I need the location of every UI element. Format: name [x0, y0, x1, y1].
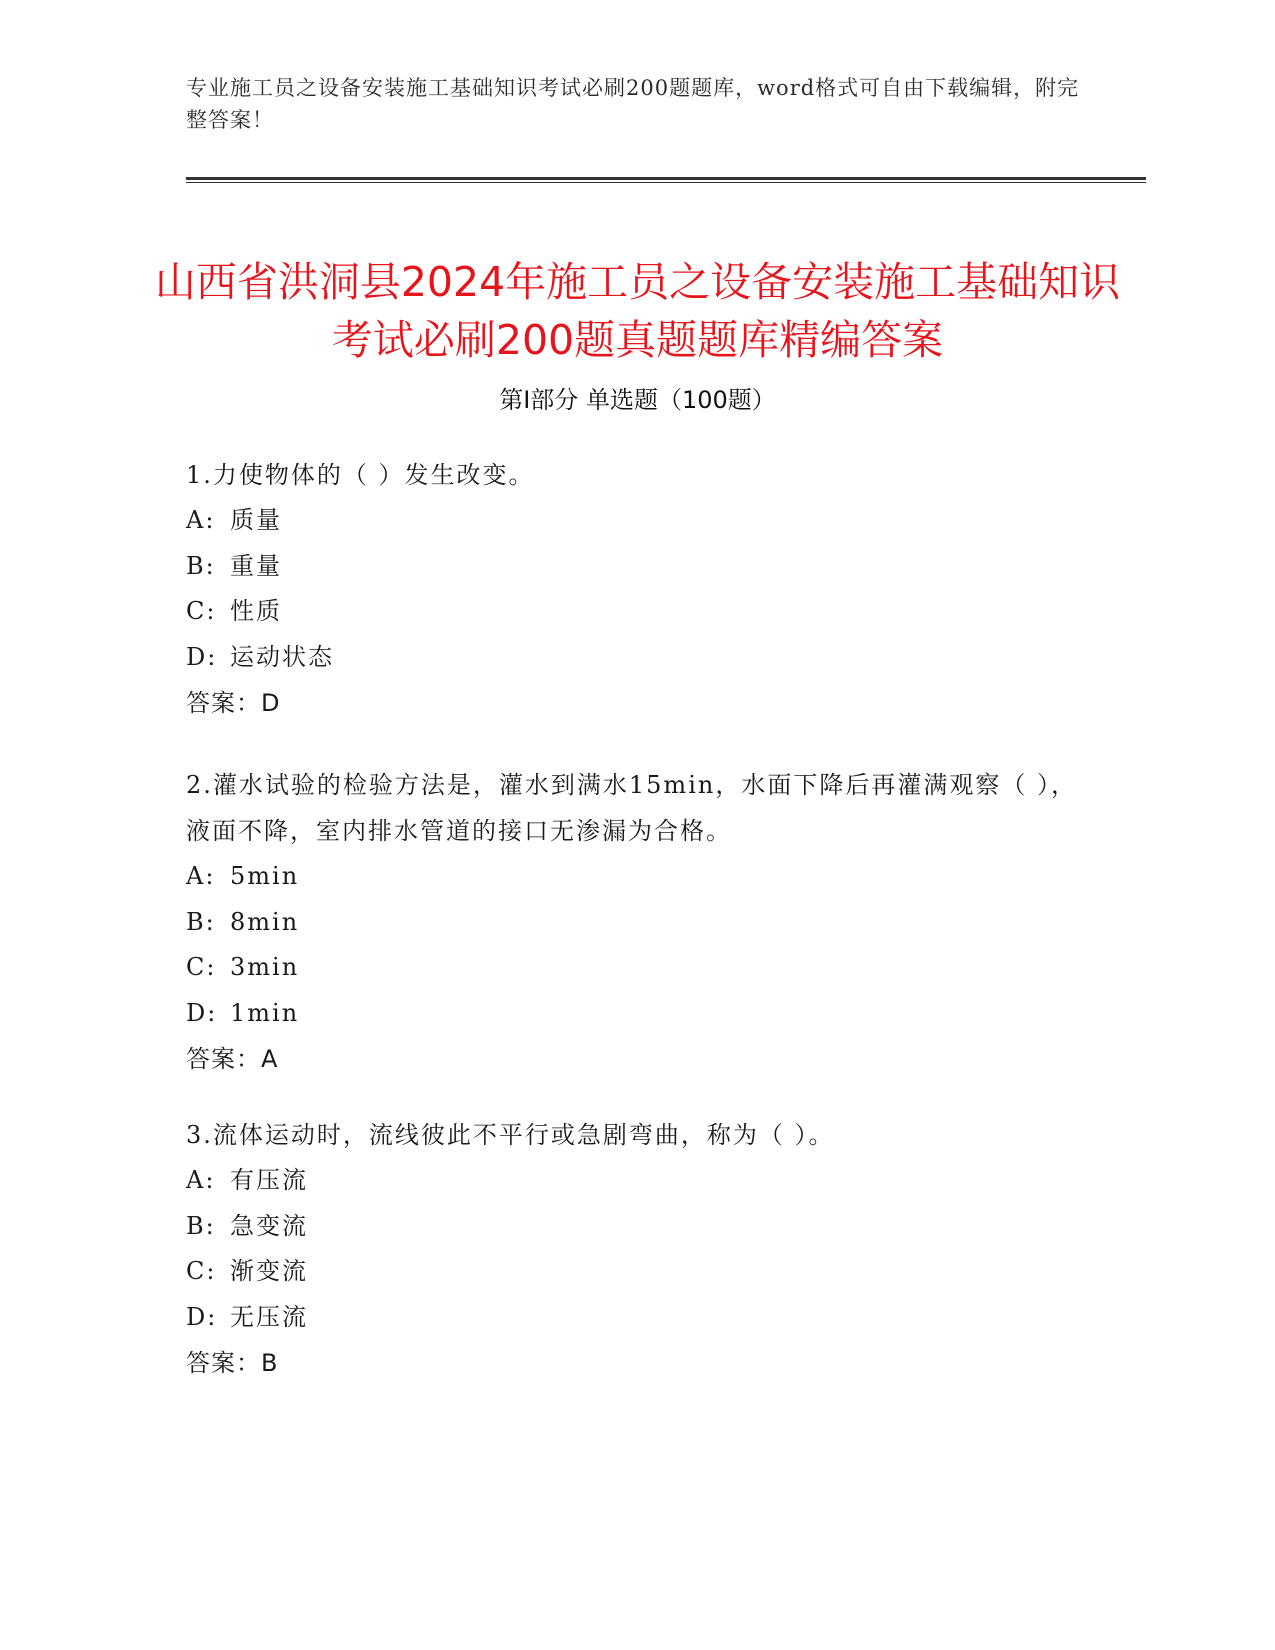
option-text: 5min: [230, 862, 300, 890]
option-text: 急变流: [230, 1211, 308, 1240]
option-a: [186, 498, 1086, 544]
option-text: 无压流: [230, 1302, 308, 1331]
question-stem: 2.灌水试验的检验方法是，灌水到满水15min，水面下降后再灌满观察（ ），液面不降，室内排水管道的接口无渗漏为合格。: [186, 771, 1077, 845]
option-text: 8min: [230, 907, 300, 936]
option-c: [186, 945, 1086, 991]
header-divider-thick: [186, 177, 1146, 180]
option-letter: D:: [186, 642, 218, 671]
option-b: [186, 900, 1086, 946]
answer-line: 答案：A: [186, 1045, 279, 1073]
section-heading: 第Ⅰ部分 单选题（100题）: [499, 386, 776, 414]
option-text: 渐变流: [230, 1257, 308, 1285]
option-b: [186, 544, 1086, 590]
option-a: [186, 1158, 1086, 1204]
option-text: 性质: [230, 597, 282, 625]
option-c: [186, 1249, 1086, 1295]
option-text: 重量: [230, 551, 282, 580]
option-letter: A:: [186, 1166, 216, 1194]
question-2: [186, 762, 1086, 1082]
option-letter: A:: [186, 506, 216, 534]
option-text: 有压流: [230, 1166, 308, 1194]
question-3: [186, 1112, 1086, 1386]
option-letter: B:: [186, 907, 216, 936]
question-stem: 1.力使物体的（ ）发生改变。: [186, 461, 535, 489]
option-letter: C:: [186, 953, 217, 981]
answer-line: 答案：D: [186, 689, 281, 717]
answer-line: 答案：B: [186, 1349, 279, 1377]
option-letter: B:: [186, 551, 216, 580]
option-a: [186, 854, 1086, 900]
option-text: 1min: [230, 998, 300, 1027]
document-title: 山西省洪洞县2024年施工员之设备安装施工基础知识考试必刷200题真题题库精编答案: [154, 258, 1121, 365]
header-note: 专业施工员之设备安装施工基础知识考试必刷200题题库，word格式可自由下载编辑，附完整答案！: [186, 76, 1080, 132]
option-d: [186, 1295, 1086, 1341]
option-letter: A:: [186, 862, 216, 890]
option-d: [186, 991, 1086, 1037]
option-letter: C:: [186, 1257, 217, 1285]
question-1: [186, 452, 1086, 726]
option-letter: D:: [186, 1302, 218, 1331]
option-letter: B:: [186, 1211, 216, 1240]
option-text: 3min: [230, 953, 300, 981]
option-text: 运动状态: [230, 642, 334, 671]
option-letter: D:: [186, 998, 218, 1027]
option-b: [186, 1204, 1086, 1250]
option-text: 质量: [230, 506, 282, 534]
option-d: [186, 635, 1086, 681]
header-divider-thin: [186, 182, 1146, 183]
question-stem: 3.流体运动时，流线彼此不平行或急剧弯曲，称为（ ）。: [186, 1121, 835, 1149]
option-c: [186, 589, 1086, 635]
option-letter: C:: [186, 597, 217, 625]
